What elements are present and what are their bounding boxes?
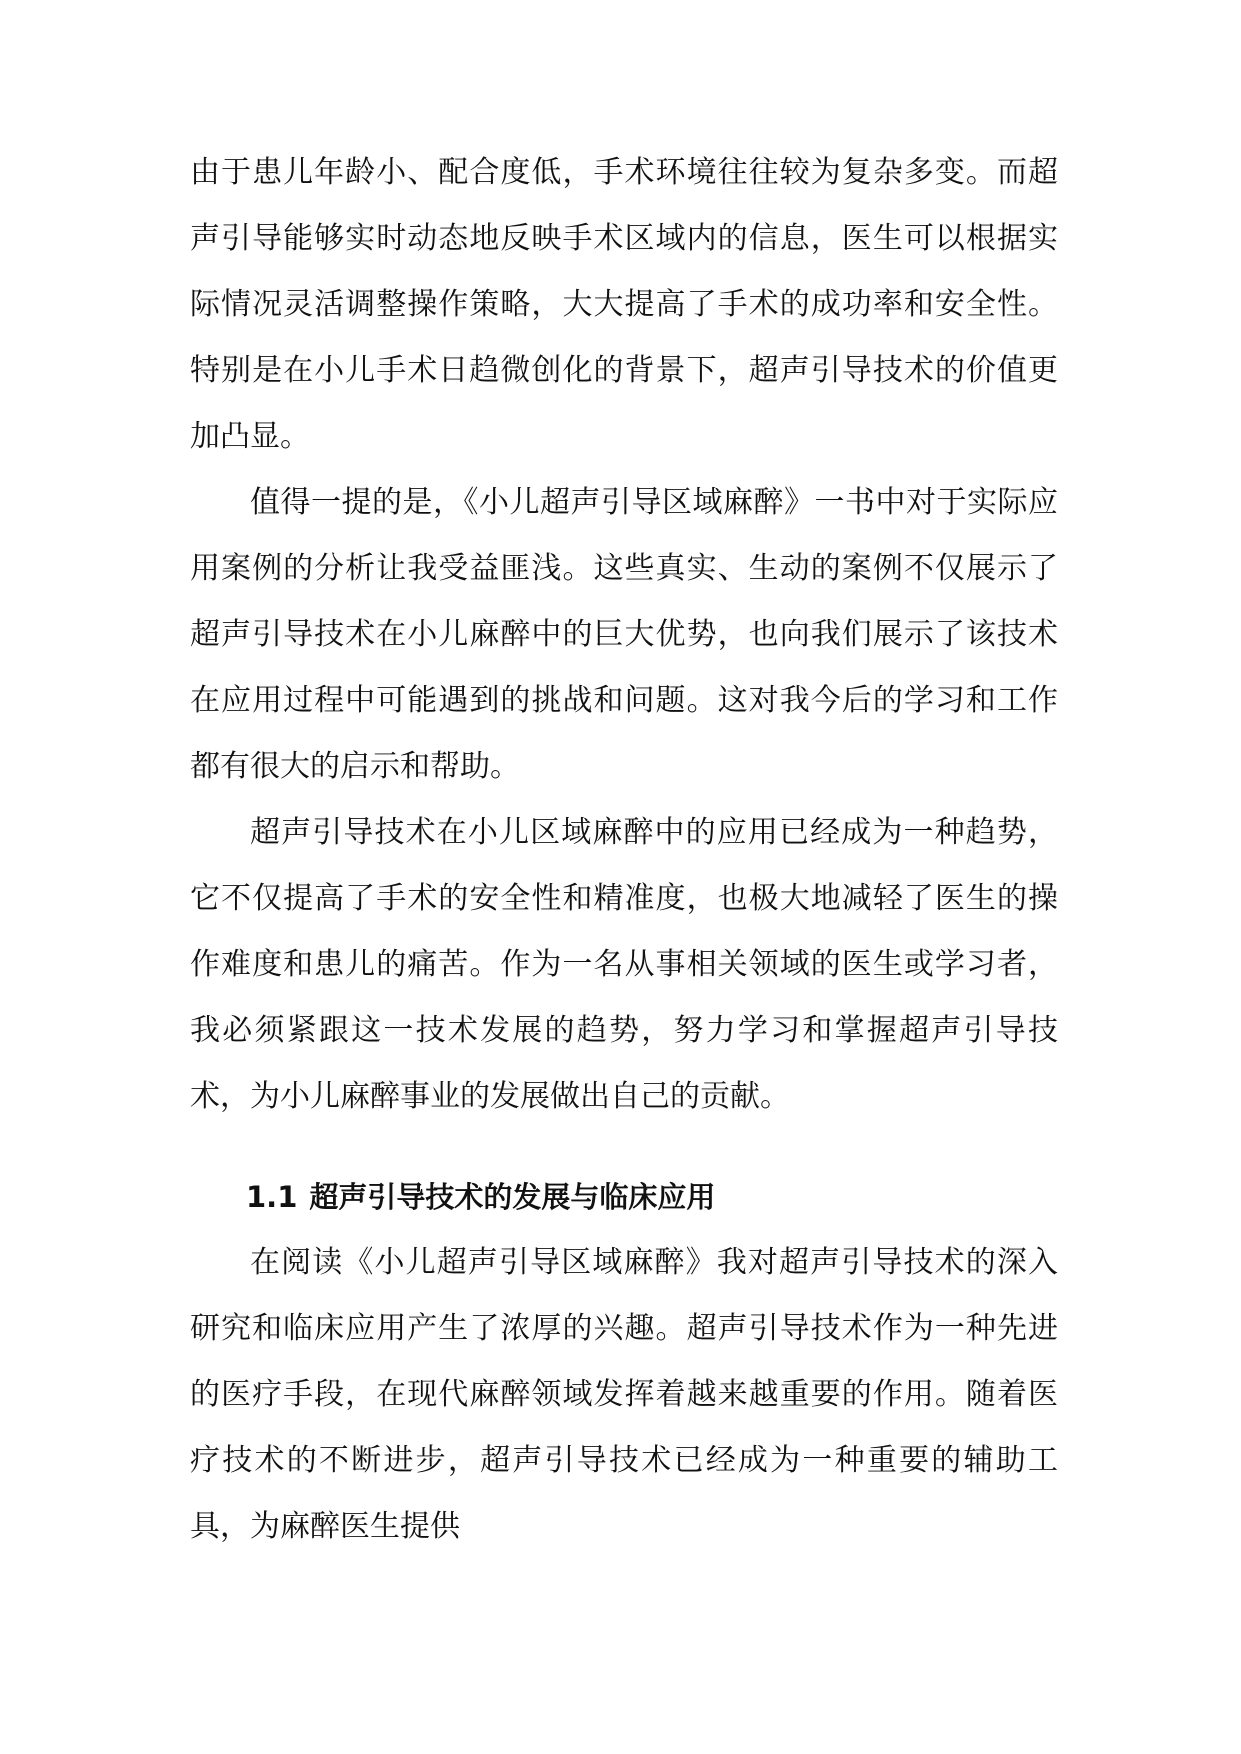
- section-heading: [190, 1164, 1058, 1230]
- section-number: 1.1: [246, 1180, 298, 1214]
- paragraph-1: 由于患儿年龄小、配合度低，手术环境往往较为复杂多变。而超声引导能够实时动态地反映手术区域内的信息，医生可以根据实际情况灵活调整操作策略，大大提高了手术的成功率和安全性。特别是在小儿手术日趋微创化的背景下，超声引导技术的价值更加凸显。: [190, 155, 1058, 454]
- paragraph-3: 超声引导技术在小儿区域麻醉中的应用已经成为一种趋势，它不仅提高了手术的安全性和精准度，也极大地减轻了医生的操作难度和患儿的痛苦。作为一名从事相关领域的医生或学习者，我必须紧跟这一技术发展的趋势，努力学习和掌握超声引导技术，为小儿麻醉事业的发展做出自己的贡献。: [190, 815, 1058, 1114]
- paragraph-2: 值得一提的是，《小儿超声引导区域麻醉》一书中对于实际应用案例的分析让我受益匪浅。这些真实、生动的案例不仅展示了超声引导技术在小儿麻醉中的巨大优势，也向我们展示了该技术在应用过程中可能遇到的挑战和问题。这对我今后的学习和工作都有很大的启示和帮助。: [190, 485, 1058, 784]
- section-title: 超声引导技术的发展与临床应用: [309, 1180, 716, 1214]
- document-body: [190, 140, 1058, 1560]
- paragraph-4: 在阅读《小儿超声引导区域麻醉》我对超声引导技术的深入研究和临床应用产生了浓厚的兴趣。超声引导技术作为一种先进的医疗手段，在现代麻醉领域发挥着越来越重要的作用。随着医疗技术的不断进步，超声引导技术已经成为一种重要的辅助工具，为麻醉医生提供: [190, 1245, 1058, 1544]
